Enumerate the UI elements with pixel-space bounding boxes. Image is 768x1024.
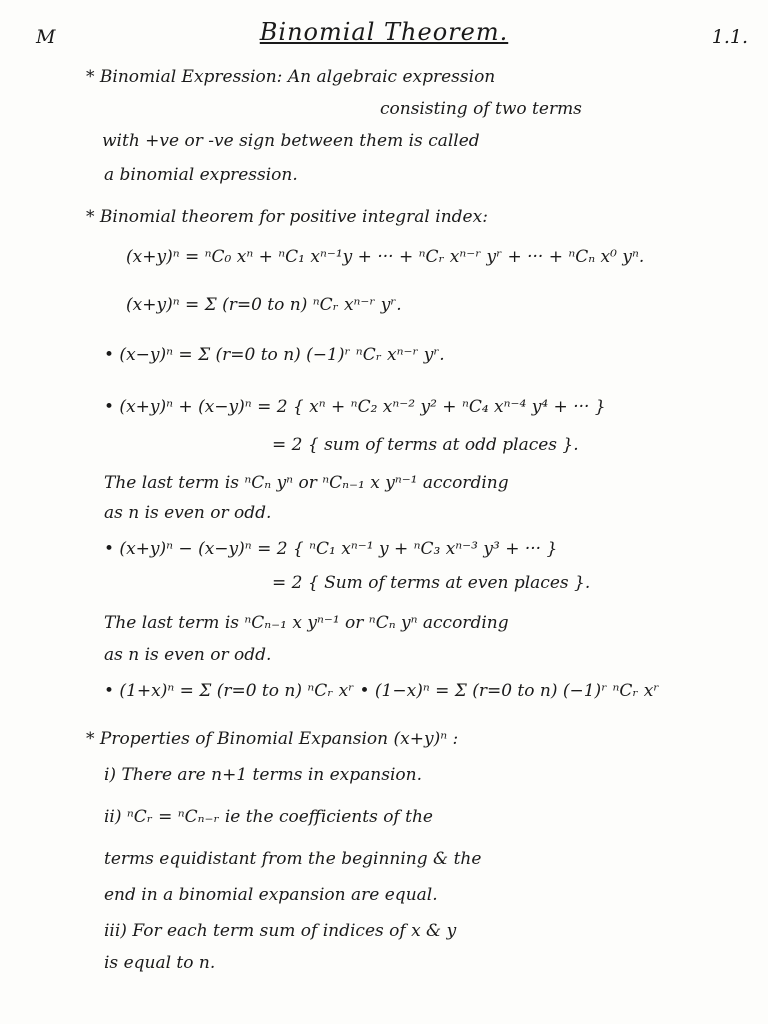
- note-line: with +ve or -ve sign between them is called: [102, 131, 480, 151]
- note-line: as n is even or odd.: [104, 503, 272, 523]
- formula-line: (x+y)ⁿ = Σ (r=0 to n) ⁿCᵣ xⁿ⁻ʳ yʳ.: [126, 295, 402, 315]
- note-line: * Properties of Binomial Expansion (x+y)ⁿ :: [86, 729, 459, 749]
- note-line: ii) ⁿCᵣ = ⁿCₙ₋ᵣ ie the coefficients of the: [104, 807, 433, 827]
- page-number: 1.1.: [711, 26, 748, 48]
- formula-line: = 2 { sum of terms at odd places }.: [272, 435, 579, 455]
- note-line: iii) For each term sum of indices of x & y: [104, 921, 457, 941]
- page-title: Binomial Theorem.: [259, 18, 509, 46]
- note-line: i) There are n+1 terms in expansion.: [104, 765, 422, 785]
- note-line: consisting of two terms: [380, 99, 582, 119]
- note-line: as n is even or odd.: [104, 645, 272, 665]
- note-line: terms equidistant from the beginning & the: [104, 849, 482, 869]
- formula-line: • (x+y)ⁿ + (x−y)ⁿ = 2 { xⁿ + ⁿC₂ xⁿ⁻² y² + ⁿC₄ xⁿ⁻⁴ y⁴ + ··· }: [104, 397, 606, 417]
- formula-line: = 2 { Sum of terms at even places }.: [272, 573, 591, 593]
- formula-line: • (1+x)ⁿ = Σ (r=0 to n) ⁿCᵣ xʳ • (1−x)ⁿ = Σ (r=0 to n) (−1)ʳ ⁿCᵣ xʳ: [104, 681, 660, 701]
- note-line: * Binomial Expression: An algebraic expression: [86, 67, 496, 87]
- note-line: The last term is ⁿCₙ yⁿ or ⁿCₙ₋₁ x yⁿ⁻¹ according: [104, 473, 509, 493]
- note-line: is equal to n.: [104, 953, 216, 973]
- formula-line: • (x+y)ⁿ − (x−y)ⁿ = 2 { ⁿC₁ xⁿ⁻¹ y + ⁿC₃ xⁿ⁻³ y³ + ··· }: [104, 539, 558, 559]
- note-line: a binomial expression.: [104, 165, 298, 185]
- formula-line: (x+y)ⁿ = ⁿC₀ xⁿ + ⁿC₁ xⁿ⁻¹y + ··· + ⁿCᵣ xⁿ⁻ʳ yʳ + ··· + ⁿCₙ x⁰ yⁿ.: [126, 247, 645, 267]
- note-line: end in a binomial expansion are equal.: [104, 885, 438, 905]
- formula-line: • (x−y)ⁿ = Σ (r=0 to n) (−1)ʳ ⁿCᵣ xⁿ⁻ʳ yʳ.: [104, 345, 445, 365]
- note-line: The last term is ⁿCₙ₋₁ x yⁿ⁻¹ or ⁿCₙ yⁿ according: [104, 613, 509, 633]
- left-corner-mark: M: [36, 26, 56, 48]
- note-line: * Binomial theorem for positive integral index:: [86, 207, 488, 227]
